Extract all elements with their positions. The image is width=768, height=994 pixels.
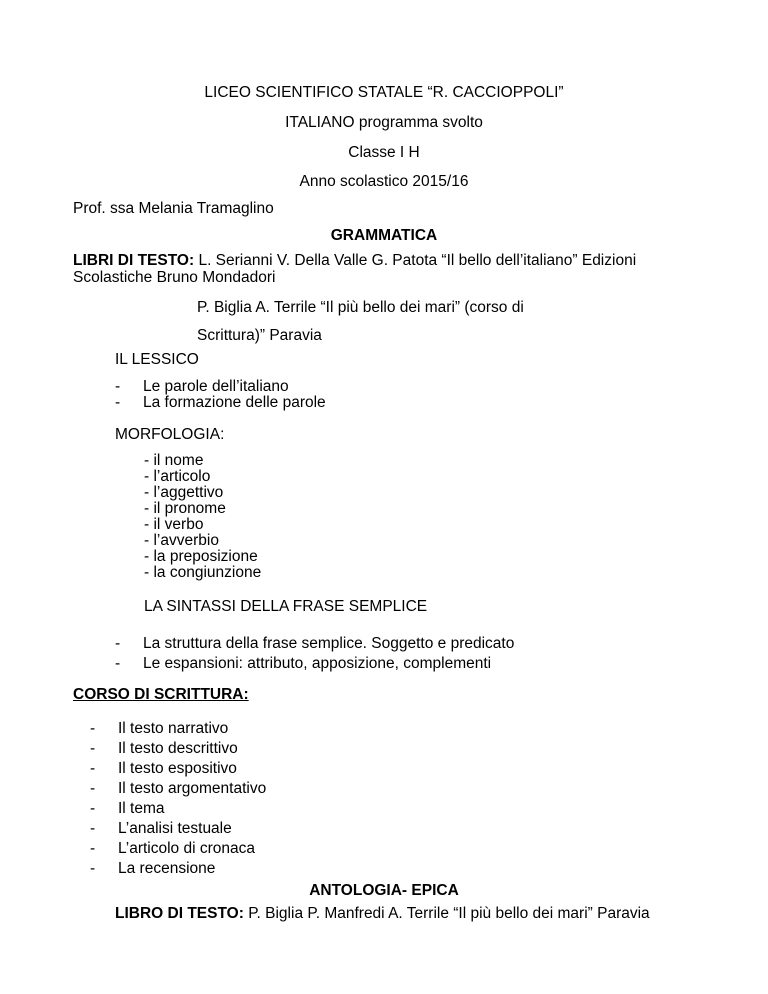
list-item: - Le espansioni: attributo, apposizione, complementi	[115, 655, 492, 672]
teacher-name: Prof. ssa Melania Tramaglino	[73, 200, 274, 217]
list-item: - L’articolo di cronaca	[90, 840, 255, 857]
grammatica-heading: GRAMMATICA	[330, 227, 438, 244]
antologia-textbook	[115, 904, 650, 923]
antologia-textbook-text: P. Biglia P. Manfredi A. Terrile “Il più bello dei mari” Paravia	[243, 905, 650, 922]
textbook-2-line-2: Scrittura)” Paravia	[197, 327, 322, 344]
textbook-1-text: L. Serianni V. Della Valle G. Patota “Il bello dell’italiano” Edizioni	[194, 252, 637, 269]
list-item: - la preposizione	[144, 548, 258, 565]
school-name: LICEO SCIENTIFICO STATALE “R. CACCIOPPOLI”	[204, 84, 564, 101]
list-item: - l’aggettivo	[144, 484, 224, 501]
list-item: - il nome	[144, 452, 204, 469]
list-item: - Le parole dell’italiano	[115, 378, 289, 395]
school-year: Anno scolastico 2015/16	[299, 173, 469, 190]
list-item: - Il testo narrativo	[90, 720, 229, 737]
list-item: - Il testo argomentativo	[90, 780, 267, 797]
lessico-title: IL LESSICO	[115, 351, 199, 368]
antologia-heading: ANTOLOGIA- EPICA	[309, 882, 459, 899]
list-item: - l’avverbio	[144, 532, 219, 549]
list-item: - Il testo espositivo	[90, 760, 237, 777]
lessico-list	[115, 377, 515, 409]
list-item: - il pronome	[144, 500, 226, 517]
sintassi-list	[115, 634, 675, 674]
list-item: - la congiunzione	[144, 564, 262, 581]
class-label: Classe I H	[348, 144, 420, 161]
list-item: - La struttura della frase semplice. Soggetto e predicato	[115, 635, 515, 652]
list-item: - il verbo	[144, 516, 204, 533]
program-title: ITALIANO programma svolto	[285, 114, 483, 131]
list-item: - La formazione delle parole	[115, 394, 326, 411]
list-item: - Il testo descrittivo	[90, 740, 238, 757]
list-item: - L’analisi testuale	[90, 820, 232, 837]
textbook-2-line-1: P. Biglia A. Terrile “Il più bello dei mari” (corso di	[197, 299, 524, 316]
scrittura-heading: CORSO DI SCRITTURA:	[73, 686, 249, 703]
textbooks-label: LIBRI DI TESTO:	[73, 252, 195, 269]
textbook-label: LIBRO DI TESTO:	[115, 905, 244, 922]
sintassi-title: LA SINTASSI DELLA FRASE SEMPLICE	[144, 598, 428, 615]
morfologia-title: MORFOLOGIA:	[115, 426, 225, 443]
list-item: - La recensione	[90, 860, 216, 877]
list-item: - l’articolo	[144, 468, 211, 485]
list-item: - Il tema	[90, 800, 165, 817]
scrittura-list	[90, 719, 390, 879]
textbook-1-publisher: Scolastiche Bruno Mondadori	[73, 269, 276, 286]
morfologia-list	[144, 451, 444, 579]
